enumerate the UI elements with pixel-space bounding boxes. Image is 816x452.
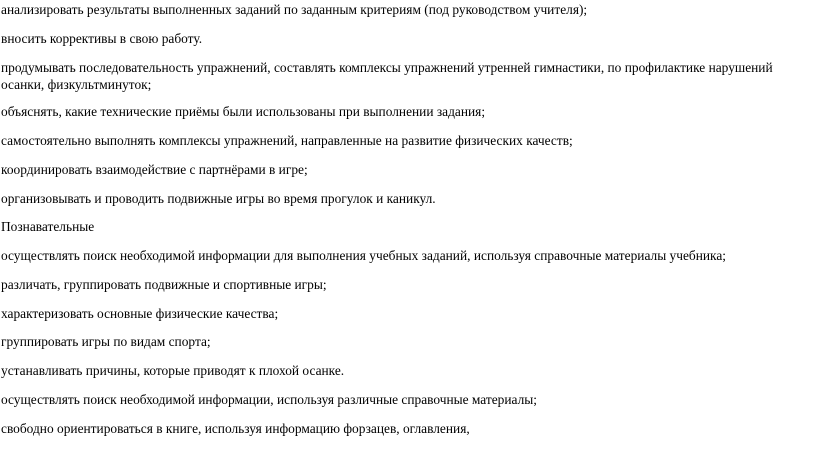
text-line: свободно ориентироваться в книге, используя информацию форзацев, оглавления, xyxy=(1,421,470,436)
text-line: вносить коррективы в свою работу. xyxy=(1,31,203,46)
text-line: анализировать результаты выполненных заданий по заданным критериям (под руководством учителя); xyxy=(1,2,588,17)
text-line: различать, группировать подвижные и спортивные игры; xyxy=(1,277,327,292)
text-line: самостоятельно выполнять комплексы упражнений, направленные на развитие физических качеств; xyxy=(1,133,573,148)
text-line: устанавливать причины, которые приводят к плохой осанке. xyxy=(1,363,345,378)
text-line: характеризовать основные физические качества; xyxy=(1,306,279,321)
text-line: осуществлять поиск необходимой информации для выполнения учебных заданий, используя справочные материалы учебника; xyxy=(1,248,727,263)
section-heading: Познавательные xyxy=(1,219,95,234)
text-line: организовывать и проводить подвижные игры во время прогулок и каникул. xyxy=(1,191,436,206)
text-paragraph: продумывать последовательность упражнений, составлять комплексы упражнений утренней гимнастики, по профилактике нарушений осанки, физкультминуток; xyxy=(1,60,773,92)
text-line: объяснять, какие технические приёмы были использованы при выполнении задания; xyxy=(1,104,486,119)
text-line: координировать взаимодействие с партнёрами в игре; xyxy=(1,162,308,177)
text-line: осуществлять поиск необходимой информации, используя различные справочные материалы; xyxy=(1,392,538,407)
text-line: группировать игры по видам спорта; xyxy=(1,334,211,349)
